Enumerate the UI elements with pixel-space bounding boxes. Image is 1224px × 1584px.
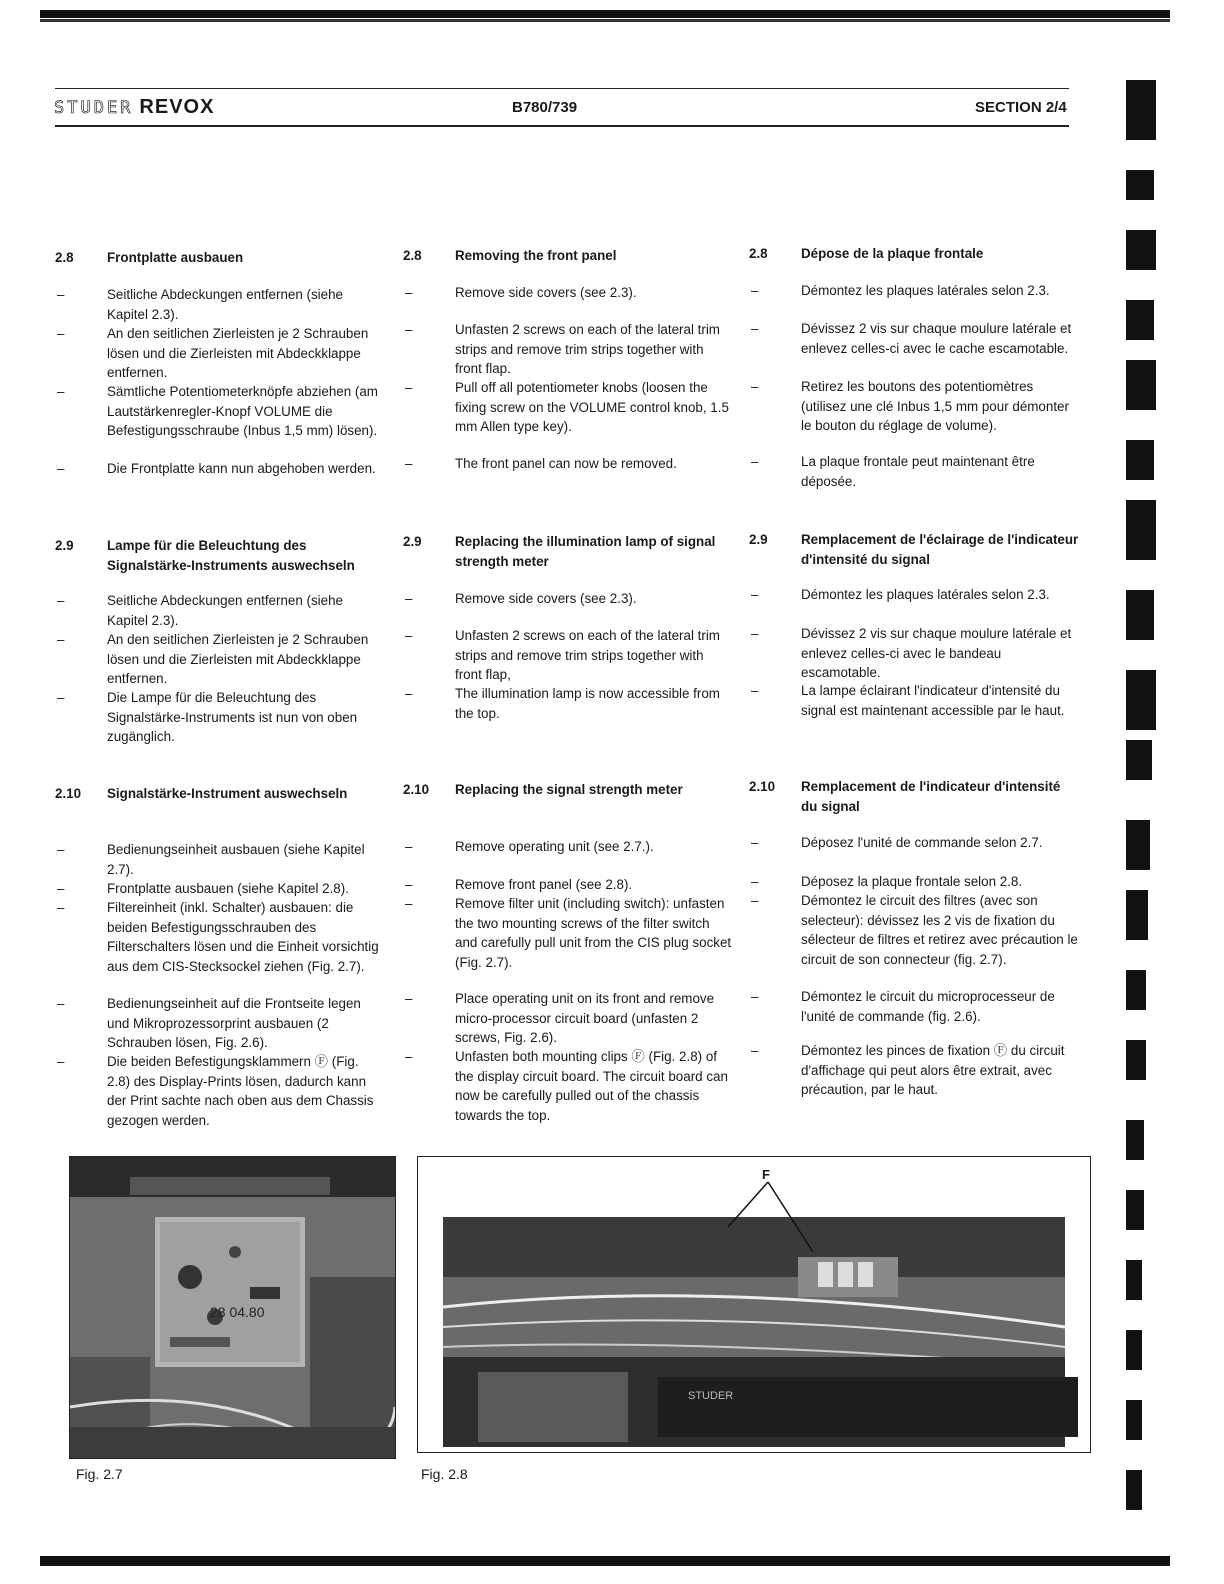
section-title: Frontplatte ausbauen <box>107 250 244 265</box>
circuit-board-photo <box>70 1157 395 1458</box>
section-number: 2.9 <box>749 532 768 547</box>
clip-marker-label: F <box>762 1167 770 1182</box>
section-title: Remplacement de l'éclairage de l'indicateur d'intensité du signal <box>801 532 1079 567</box>
section-number: 2.10 <box>749 779 776 794</box>
figure-2-8-photo <box>417 1156 1091 1453</box>
section-title: Replacing the illumination lamp of signal strength meter <box>455 534 716 569</box>
chassis-photo <box>418 1157 1090 1452</box>
model-number: B780/739 <box>512 99 578 116</box>
figure-caption: Fig. 2.8 <box>421 1466 468 1482</box>
board-brand: STUDER <box>688 1390 734 1402</box>
section-title: Signalstärke-Instrument auswechseln <box>107 786 348 801</box>
section-number: 2.8 <box>749 246 768 261</box>
top-rule-thick <box>40 10 1170 18</box>
section-number: 2.8 <box>55 250 74 265</box>
bottom-rule <box>40 1556 1170 1566</box>
header-rule-bottom <box>55 125 1069 127</box>
section-number: 2.10 <box>403 782 430 797</box>
section-number: 2.8 <box>403 248 422 263</box>
section-title: Removing the front panel <box>455 248 617 263</box>
section-number: 2.10 <box>55 786 82 801</box>
section-title: Lampe für die Beleuchtung des Signalstärke-Instruments auswechseln <box>107 538 355 573</box>
brand-logo <box>54 96 214 119</box>
section-label: SECTION 2/4 <box>975 99 1067 116</box>
section-title: Dépose de la plaque frontale <box>801 246 984 261</box>
figure-caption: Fig. 2.7 <box>76 1466 123 1482</box>
page-edge-tabs <box>1126 60 1160 1540</box>
section-title: Replacing the signal strength meter <box>455 782 683 797</box>
header-rule-top <box>55 88 1069 89</box>
board-marking: 28 04.80 <box>210 1304 265 1320</box>
brand-revox: REVOX <box>139 96 215 118</box>
section-number: 2.9 <box>55 538 74 553</box>
section-number: 2.9 <box>403 534 422 549</box>
section-title: Remplacement de l'indicateur d'intensité du signal <box>801 779 1061 814</box>
top-rule-thin <box>40 19 1170 22</box>
brand-studer: STUDER <box>54 98 134 118</box>
figure-2-7-photo <box>69 1156 396 1459</box>
